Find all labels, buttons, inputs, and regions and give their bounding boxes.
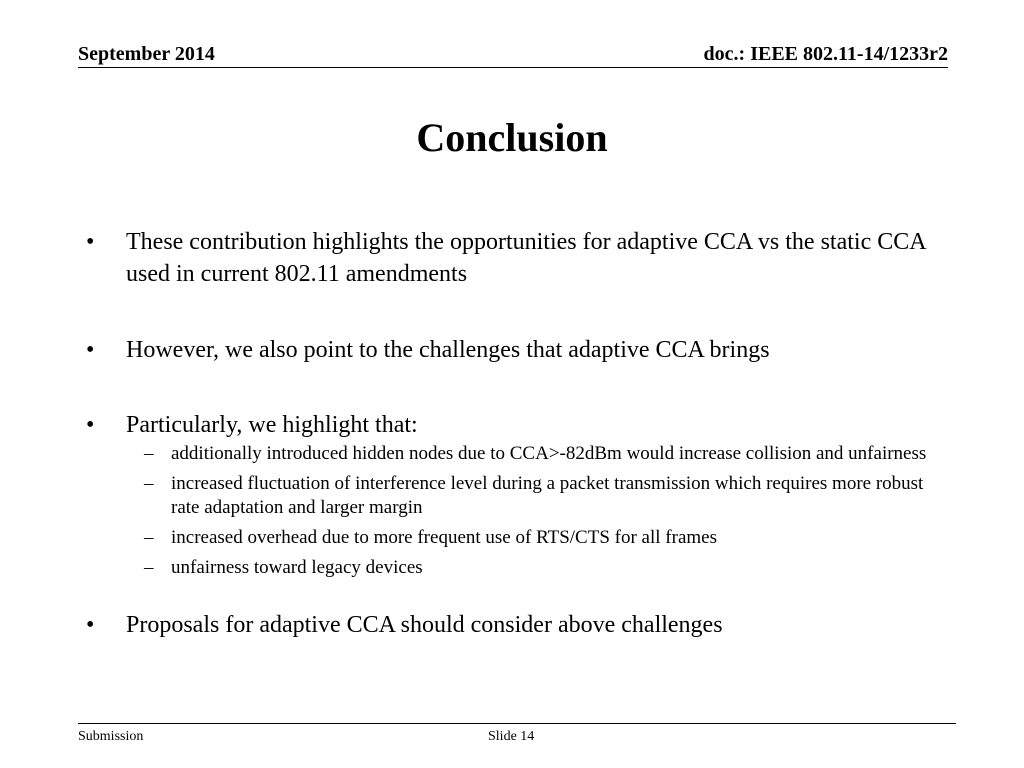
- bullet-text: Proposals for adaptive CCA should consider above challenges: [126, 612, 723, 638]
- header-divider: [78, 67, 948, 68]
- sub-bullet-text: increased overhead due to more frequent use of RTS/CTS for all frames: [171, 527, 717, 548]
- sub-bullet-text: additionally introduced hidden nodes due to CCA>-82dBm would increase collision and unfairness: [171, 443, 927, 464]
- bullet-marker: •: [86, 229, 95, 255]
- sub-bullet-text: increased fluctuation of interference level during a packet transmission which requires more robust rate adaptation and larger margin: [171, 473, 924, 518]
- bullet-text: These contribution highlights the opportunities for adaptive CCA vs the static CCA used in current 802.11 amendments: [126, 229, 926, 287]
- slide-body: [86, 226, 946, 641]
- sub-bullet-text: unfairness toward legacy devices: [171, 557, 423, 578]
- slide-title: Conclusion: [416, 115, 608, 160]
- sub-bullet-item: [144, 556, 946, 580]
- sub-bullet-list: [144, 442, 946, 580]
- header-doc-id: doc.: IEEE 802.11-14/1233r2: [703, 43, 948, 65]
- sub-bullet-item: [144, 442, 946, 466]
- bullet-text: Particularly, we highlight that:: [126, 412, 418, 438]
- footer-slide-number: Slide 14: [488, 729, 535, 744]
- bullet-item: [86, 334, 946, 366]
- header-date: September 2014: [78, 43, 215, 65]
- sub-bullet-marker: –: [144, 473, 154, 494]
- bullet-text: However, we also point to the challenges that adaptive CCA brings: [126, 337, 770, 363]
- sub-bullet-item: [144, 472, 946, 520]
- sub-bullet-marker: –: [144, 443, 154, 464]
- footer-divider: [78, 723, 956, 724]
- bullet-marker: •: [86, 337, 95, 363]
- sub-bullet-marker: –: [144, 527, 154, 548]
- bullet-item: [86, 226, 946, 290]
- bullet-marker: •: [86, 612, 95, 638]
- bullet-item: [86, 409, 946, 441]
- footer-submission: Submission: [78, 729, 144, 744]
- bullet-item: [86, 609, 946, 641]
- sub-bullet-marker: –: [144, 557, 154, 578]
- bullet-marker: •: [86, 412, 95, 438]
- sub-bullet-item: [144, 526, 946, 550]
